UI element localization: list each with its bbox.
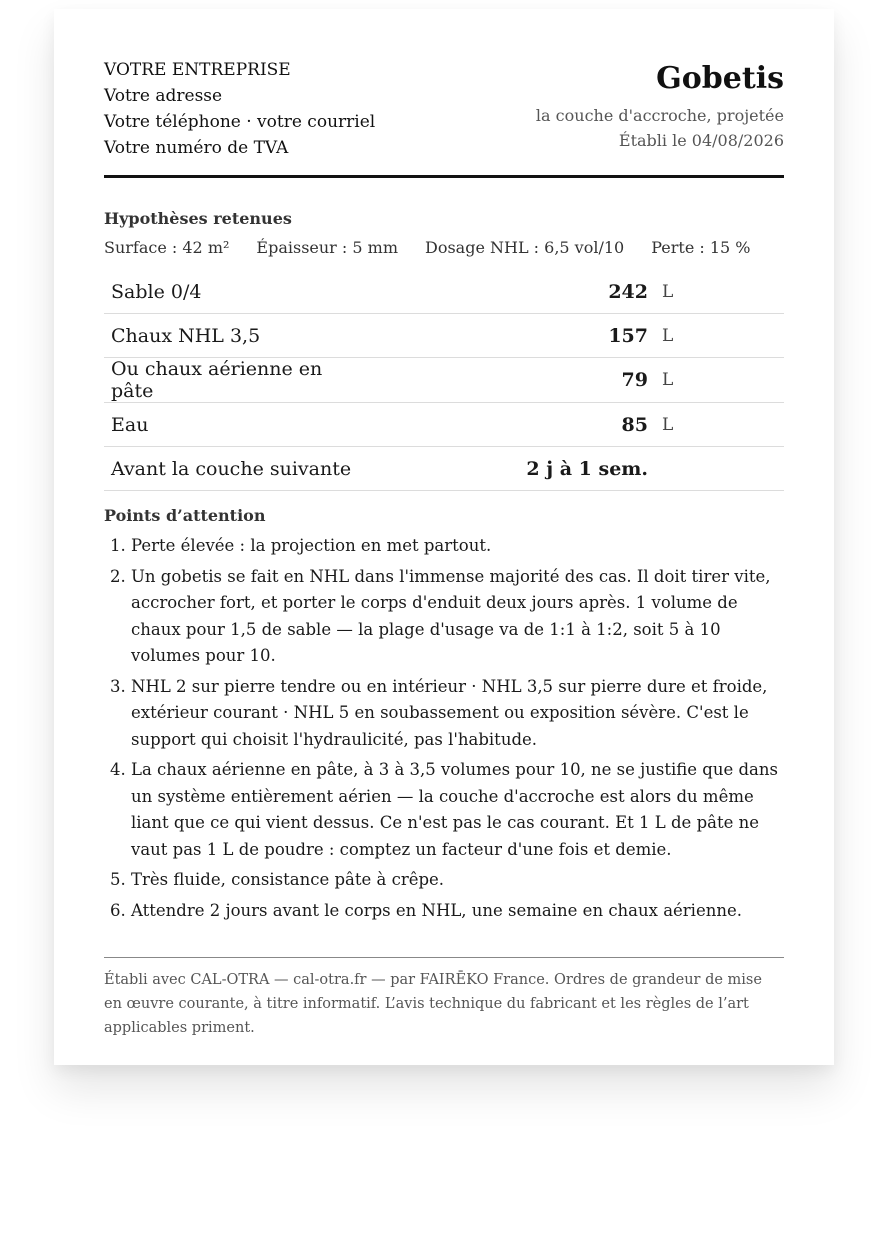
quantity-unit: L	[648, 358, 784, 403]
quantities-table	[104, 270, 784, 491]
document-title: Gobetis	[656, 61, 784, 96]
company-vat: Votre numéro de TVA	[104, 138, 289, 158]
document-subtitle: la couche d'accroche, projetée	[535, 106, 784, 125]
list-item: 6. Attendre 2 jours avant le corps en NHL, une semaine en chaux aérienne.	[131, 898, 784, 925]
list-item: 3. NHL 2 sur pierre tendre ou en intérieur · NHL 3,5 sur pierre dure et froide, extérieur courant · NHL 5 en soubassement ou exposition sévère. C'est le support qui choisit l'hydraulicité, pas l'habitude.	[131, 674, 784, 754]
company-contact: Votre téléphone · votre courriel	[104, 112, 376, 132]
quantity-value: 242	[368, 270, 648, 314]
quantity-label: Eau	[104, 403, 368, 447]
assumption-thickness: Épaisseur : 5 mm	[256, 238, 398, 257]
document-date: Établi le 04/08/2026	[618, 131, 784, 150]
quantity-unit	[648, 447, 784, 491]
company-block	[104, 57, 375, 161]
assumptions-title: Hypothèses retenues	[104, 209, 292, 228]
document-header	[104, 57, 784, 161]
assumption-surface: Surface : 42 m²	[104, 238, 230, 257]
assumption-dosage: Dosage NHL : 6,5 vol/10	[425, 238, 625, 257]
attention-title: Points d’attention	[104, 506, 266, 525]
attention-list	[104, 533, 784, 924]
quantity-label: Avant la couche suivante	[104, 447, 368, 491]
footer-divider	[104, 957, 784, 958]
list-item: 2. Un gobetis se fait en NHL dans l'immense majorité des cas. Il doit tirer vite, accrocher fort, et porter le corps d'enduit deux jours après. 1 volume de chaux pour 1,5 de sable — la plage d'usage va de 1:1 à 1:2, soit 5 à 10 volumes pour 10.	[131, 564, 784, 670]
header-divider	[104, 175, 784, 178]
assumption-loss: Perte : 15 %	[651, 238, 751, 257]
quantity-label: Chaux NHL 3,5	[104, 314, 368, 358]
quantity-label: Ou chaux aérienne en pâte	[104, 358, 368, 403]
quantity-unit: L	[648, 270, 784, 314]
list-item: 1. Perte élevée : la projection en met partout.	[131, 533, 784, 560]
list-item: 5. Très fluide, consistance pâte à crêpe.	[131, 867, 784, 894]
table-row	[104, 270, 784, 314]
table-row	[104, 358, 784, 403]
quantity-value: 157	[368, 314, 648, 358]
table-row	[104, 447, 784, 491]
document-sheet	[54, 9, 834, 1065]
assumptions-row	[104, 237, 784, 259]
quantity-unit: L	[648, 403, 784, 447]
quantity-value: 2 j à 1 sem.	[368, 447, 648, 491]
quantity-value: 85	[368, 403, 648, 447]
table-row	[104, 314, 784, 358]
quantity-value: 79	[368, 358, 648, 403]
quantity-unit: L	[648, 314, 784, 358]
company-address: Votre adresse	[104, 86, 223, 106]
company-name: VOTRE ENTREPRISE	[104, 60, 291, 80]
table-row	[104, 403, 784, 447]
quantity-label: Sable 0/4	[104, 270, 368, 314]
title-block	[536, 57, 784, 153]
list-item: 4. La chaux aérienne en pâte, à 3 à 3,5 volumes pour 10, ne se justifie que dans un système entièrement aérien — la couche d'accroche est alors du même liant que ce qui vient dessus. Ce n'est pas le cas courant. Et 1 L de pâte ne vaut pas 1 L de poudre : comptez un facteur d'une fois et demie.	[131, 757, 784, 863]
footer-disclaimer: Établi avec CAL-OTRA — cal-otra.fr — par FAIRĒKO France. Ordres de grandeur de mise en œuvre courante, à titre informatif. L’avis technique du fabricant et les règles de l’art applicables priment.	[104, 972, 762, 1036]
